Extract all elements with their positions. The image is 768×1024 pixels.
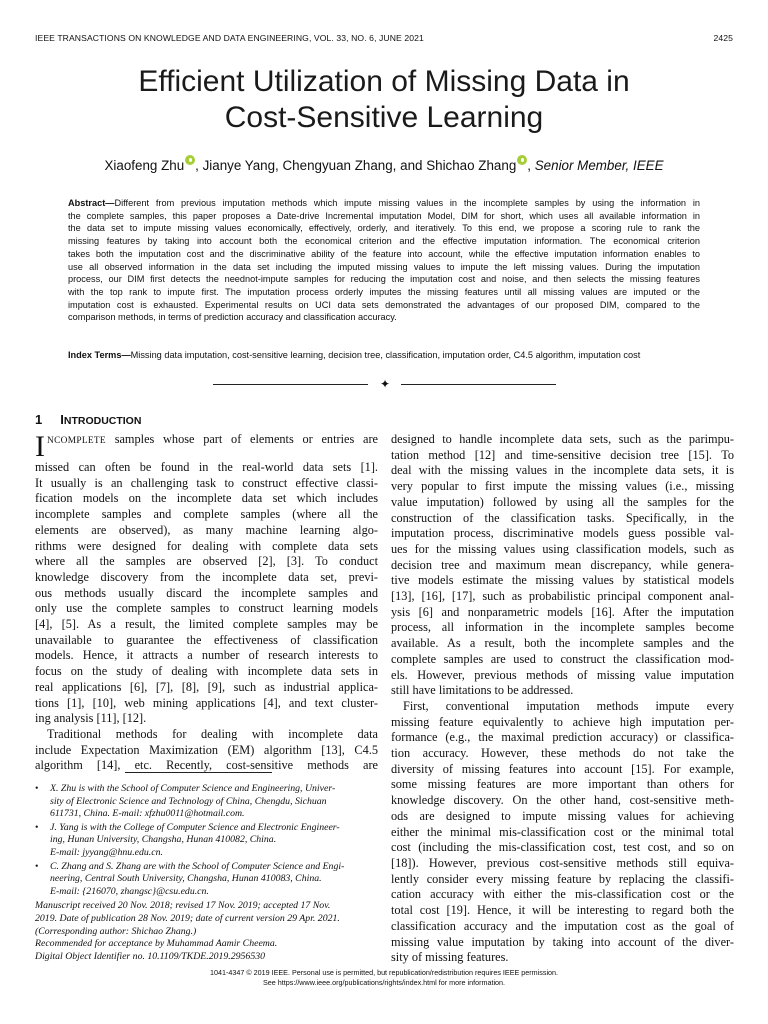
body-line: process, all information in the incomplete samples become xyxy=(391,620,734,635)
body-line xyxy=(35,491,378,507)
body-line xyxy=(35,727,378,743)
footnote-line: C. Zhang and S. Zhang are with the School of Computer Science and Engi- xyxy=(50,860,345,872)
section-heading xyxy=(35,412,141,427)
manuscript-info xyxy=(35,900,378,963)
abstract-line xyxy=(68,286,700,299)
footnote-item xyxy=(35,783,378,821)
bullet-icon: • xyxy=(35,783,39,794)
body-line: complete samples are used to construct the classification mod- xyxy=(391,651,734,666)
body-text: incomplete samples and complete samples (where all the xyxy=(35,507,378,522)
footnotes xyxy=(35,783,378,963)
body-line: formance (e.g., the maximal prediction accuracy) or classifica- xyxy=(391,730,734,745)
abstract-text: with the top rank to impute first. The imputation process orderly imputes the missing features until all missing values are imputed or the xyxy=(68,286,700,297)
body-text: only use the complete samples to construct learning models xyxy=(35,601,378,616)
body-text: algorithm [14], etc. Recently, cost-sensitive methods are xyxy=(35,758,378,773)
paper-title xyxy=(0,64,768,136)
abstract-line xyxy=(68,311,700,324)
body-line: classification accuracy and the imputation cost as the goal of xyxy=(391,918,734,933)
footnote-line: sity of Electronic Science and Technology of China, Chengdu, Sichuan xyxy=(50,795,327,807)
body-line: knowledge discovery. On the other hand, cost-sensitive meth- xyxy=(391,793,734,808)
body-line xyxy=(35,633,378,649)
body-text: Traditional methods for dealing with incomplete data xyxy=(47,726,378,741)
section-title-initial: I xyxy=(60,412,64,427)
footnote-line: E-mail: jyyang@hnu.edu.cn. xyxy=(50,846,163,858)
body-line: cation accuracy with either the mis-classification cost or the xyxy=(391,887,734,902)
bullet-icon: • xyxy=(35,860,39,872)
abstract-text: Different from previous imputation methods which impute missing values in the incomplete samples by using the information in xyxy=(114,198,700,208)
copyright-line-2: See https://www.ieee.org/publications/rights/index.html for more information. xyxy=(262,977,506,987)
body-line: some missing features are more important than others for xyxy=(391,777,734,792)
body-text: missed can often be found in the real-world data sets [1]. xyxy=(35,460,378,474)
body-line xyxy=(35,711,378,727)
body-line xyxy=(35,601,378,617)
abstract-line xyxy=(68,248,700,261)
body-text: rithms were designed for dealing with complete data sets xyxy=(35,538,378,553)
copyright-line-1: 1041-4347 © 2019 IEEE. Personal use is permitted, but republication/redistribution requires IEEE permission. xyxy=(209,968,559,977)
abstract-text: the data set to impute missing values economically, effectively, orderly, and iteratively. To this end, we propose a scoring rule to rank the xyxy=(68,223,700,234)
body-line: els. However, previous methods of missing value imputation xyxy=(391,667,734,682)
body-text: [4], [5]. As a result, the limited complete samples may be xyxy=(35,617,378,632)
body-line: very popular to first impute the missing values (i.e., missing xyxy=(391,479,734,494)
body-line: decision tree and maximum mean discrepancy, while genera- xyxy=(391,557,734,572)
abstract-text: missing features by taking into account both the economical criterion and the effective imputation information. The economical criterion xyxy=(68,236,700,247)
body-text: unavailable to guarantee the effectiveness of classification xyxy=(35,632,378,647)
index-terms xyxy=(68,350,738,360)
abstract-line xyxy=(68,210,700,223)
manuscript-line: 2019. Date of publication 28 Nov. 2019; date of current version 29 Apr. 2021. xyxy=(35,912,340,924)
body-text: where all the samples are observed [2], [3]. To conduct xyxy=(35,554,378,569)
body-line: total cost [19]. Hence, it will be interesting to regard both the xyxy=(391,903,734,918)
body-line: either the minimal mis-classification cost or the minimal total xyxy=(391,824,734,839)
body-text: tions [1], [10], web mining applications [4], and text cluster- xyxy=(35,695,378,710)
body-text: focus on the study of dealing with incomplete data sets in xyxy=(35,664,378,679)
abstract-line xyxy=(68,273,700,286)
abstract-text: use all observed information in the data set including the imputed missing values to impute the left missing values. During the imputation xyxy=(68,261,700,272)
divider-rule-right xyxy=(401,384,556,385)
abstract-text: imputation cost is exhausted. Experimental results on UCI data sets demonstrated the advantages of our proposed DIM, compared to the xyxy=(68,299,700,310)
abstract-text: process, our DIM first detects the neednot-impute samples for reducing the imputation cost and noise, and then selects the missing features xyxy=(68,274,700,285)
abstract-line xyxy=(68,299,700,312)
body-text: It usually is an challenging task to construct effective classi- xyxy=(35,475,378,490)
title-line-2: Cost-Sensitive Learning xyxy=(224,101,544,134)
footnote-line: ing, Hunan University, Changsha, Hunan 410082, China. xyxy=(50,834,277,846)
body-line: missing feature equivalently to achieve high imputation per- xyxy=(391,714,734,729)
body-text: elements are observed), as many machine learning algo- xyxy=(35,522,378,537)
author-separator: , xyxy=(527,158,532,173)
body-line xyxy=(35,539,378,555)
body-line: deal with the missing values in the incomplete data sets, it is xyxy=(391,463,734,478)
body-line xyxy=(35,680,378,696)
body-line xyxy=(35,476,378,492)
body-line: available. As a result, both the incomplete samples and the xyxy=(391,636,734,651)
page-number: 2425 xyxy=(713,33,733,43)
body-line: diversity of missing features into account [15]. For example, xyxy=(391,761,734,776)
orcid-icon[interactable] xyxy=(185,155,195,165)
drop-cap: I xyxy=(35,432,45,460)
body-text: ing analysis [11], [12]. xyxy=(35,711,147,726)
footnote-line: X. Zhu is with the School of Computer Science and Engineering, Univer- xyxy=(50,783,336,794)
body-line: sity of missing features. xyxy=(391,950,509,965)
body-line: missing value imputation by taking into account of the diver- xyxy=(391,934,734,949)
body-text: real applications [6], [7], [8], [9], such as industrial applica- xyxy=(35,679,378,694)
body-line xyxy=(35,743,378,759)
body-text: ous methods usually discard the incomplete samples and xyxy=(35,585,378,600)
body-line xyxy=(35,432,378,460)
author-names: , Jianye Yang, Chengyuan Zhang, and Shichao Zhang xyxy=(195,158,517,173)
body-line: ysis [6] and nonparametric models [16]. After the imputation xyxy=(391,604,734,619)
author-name: Xiaofeng Zhu xyxy=(104,158,185,173)
bullet-icon: • xyxy=(35,821,39,833)
abstract-line xyxy=(68,222,700,235)
body-line: construction of the classification tasks. Specifically, in the xyxy=(391,510,734,525)
body-line xyxy=(35,664,378,680)
body-line xyxy=(35,648,378,664)
body-text: models. Hence, it attracts a number of research interests to xyxy=(35,648,378,663)
author-membership: Senior Member, IEEE xyxy=(534,158,664,173)
footnote-item xyxy=(35,861,378,899)
body-line: tation method [12] and time-sensitive decision tree [15]. To xyxy=(391,447,734,462)
copyright-notice xyxy=(0,968,768,987)
body-line: value imputation) followed by using all the samples for the xyxy=(391,494,734,509)
orcid-icon[interactable] xyxy=(517,155,527,165)
index-terms-label: Index Terms— xyxy=(68,350,131,360)
section-divider xyxy=(213,377,556,391)
body-text: include Expectation Maximization (EM) algorithm [13], C4.5 xyxy=(35,742,378,757)
footnote-line: 611731, China. E-mail: xfzhu0011@hotmail.com. xyxy=(50,808,245,820)
body-line: tive models estimate the missing values by statistical models xyxy=(391,573,734,588)
body-line xyxy=(35,696,378,712)
footnote-line: neering, Central South University, Changsha, Hunan 410083, China. xyxy=(50,873,322,885)
body-line xyxy=(35,460,378,476)
manuscript-line: Recommended for acceptance by Muhammad Aamir Cheema. xyxy=(35,938,278,950)
body-line xyxy=(35,523,378,539)
body-line: ues for the missing values using classification models, such as xyxy=(391,541,734,556)
body-line xyxy=(35,617,378,633)
body-line: imputation process, discriminative models guess possible val- xyxy=(391,526,734,541)
lead-word: NCOMPLETE xyxy=(47,436,106,446)
body-line: designed to handle incomplete data sets, such as the parimpu- xyxy=(391,432,734,446)
body-line xyxy=(35,570,378,586)
body-line: lently consider every missing feature by replacing the classifi- xyxy=(391,871,734,886)
footnote-line: E-mail: {216070, zhangsc}@csu.edu.cn. xyxy=(50,885,209,897)
manuscript-line: (Corresponding author: Shichao Zhang.) xyxy=(35,925,197,937)
abstract-label: Abstract— xyxy=(68,198,115,208)
body-text: samples whose part of elements or entries are xyxy=(105,432,378,446)
abstract xyxy=(68,197,700,324)
body-line: First, conventional imputation methods impute every xyxy=(403,698,734,713)
title-line-1: Efficient Utilization of Missing Data in xyxy=(138,65,630,98)
abstract-line xyxy=(68,261,700,274)
journal-name: IEEE TRANSACTIONS ON KNOWLEDGE AND DATA ENGINEERING, VOL. 33, NO. 6, JUNE 2021 xyxy=(35,33,424,43)
manuscript-line: Digital Object Identifier no. 10.1109/TKDE.2019.2956530 xyxy=(35,950,266,962)
divider-diamond-icon: ✦ xyxy=(380,377,391,391)
body-line: cost (including the mis-classification cost, test cost, and so on xyxy=(391,840,734,855)
running-head xyxy=(35,33,733,43)
abstract-text: the complete samples, this paper proposes a Date-drive Incremental imputation Model, DIM for short, which uses all available information in xyxy=(68,210,700,221)
body-line: [13], [16], [17], such as probabilistic principal component anal- xyxy=(391,589,734,604)
body-line xyxy=(35,586,378,602)
abstract-line xyxy=(68,197,700,210)
abstract-text: takes both the imputation cost and the discriminative ability of the feature into account, while the effective imputation information enables to xyxy=(68,248,700,259)
footnote-item xyxy=(35,822,378,860)
abstract-text: comparison methods, in terms of prediction accuracy and classification accuracy. xyxy=(68,312,397,323)
abstract-line xyxy=(68,235,700,248)
section-number: 1 xyxy=(35,412,43,427)
footnote-line: J. Yang is with the College of Computer Science and Electronic Engineer- xyxy=(50,821,340,833)
body-line xyxy=(35,554,378,570)
body-line: [18]). However, previous cost-sensitive methods still equiva- xyxy=(391,855,734,870)
right-column xyxy=(391,432,734,966)
divider-rule-left xyxy=(213,384,368,385)
body-line: ods are designed to impute missing values for achieving xyxy=(391,808,734,823)
body-text: fication models on the incomplete data set which includes xyxy=(35,491,378,506)
body-line xyxy=(35,507,378,523)
author-list xyxy=(0,155,768,173)
left-column xyxy=(35,432,378,774)
manuscript-line: Manuscript received 20 Nov. 2018; revised 17 Nov. 2019; accepted 17 Nov. xyxy=(35,900,331,912)
body-line: tion accuracy. However, these methods do not take the xyxy=(391,746,734,761)
section-title-rest: NTRODUCTION xyxy=(63,415,142,427)
body-text: knowledge discovery from the incomplete data set, previ- xyxy=(35,569,378,584)
index-terms-text: Missing data imputation, cost-sensitive learning, decision tree, classification, imputation order, C4.5 algorithm, imputation cost xyxy=(130,350,641,360)
body-line: still have limitations to be addressed. xyxy=(391,683,574,698)
footnote-rule xyxy=(125,772,272,773)
